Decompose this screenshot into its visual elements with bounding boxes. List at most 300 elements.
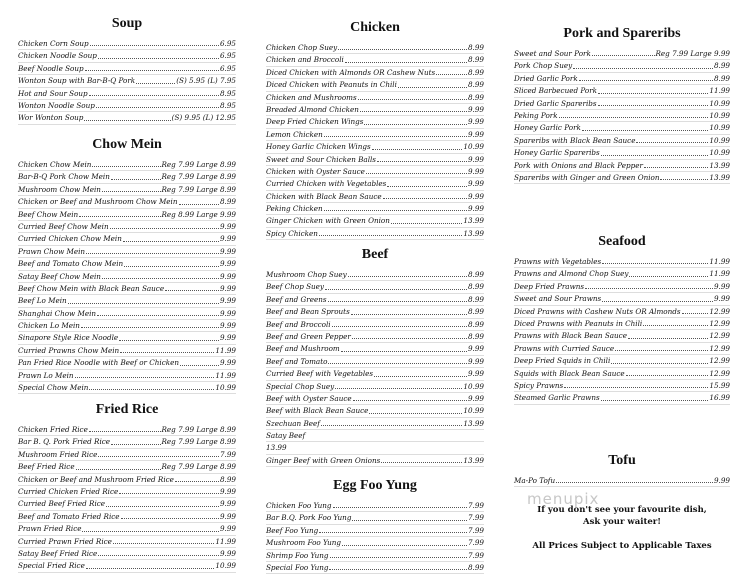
dot-leader (366, 173, 467, 174)
menu-item-price: 15.99 (709, 380, 730, 390)
menu-item-name: Beef and Greens (266, 294, 327, 304)
menu-item-name: Prawns with Vegetables (514, 256, 602, 266)
menu-item-price: 10.99 (463, 406, 484, 416)
section-title: Soup (111, 16, 143, 31)
menu-list (266, 42, 484, 240)
dot-leader (90, 45, 219, 46)
menu-item-price: 9.99 (467, 117, 484, 127)
dot-leader (165, 290, 219, 291)
menu-item (514, 147, 730, 159)
menu-item-price: 8.99 (713, 61, 730, 71)
dot-leader (602, 301, 713, 302)
dot-leader (573, 68, 713, 69)
menu-item-price: Reg 7.99 Large 8.99 (161, 159, 236, 169)
menu-item-price: 8.95 (219, 100, 236, 110)
menu-item-price: 10.99 (709, 123, 730, 133)
menu-item-price: 8.99 (467, 294, 484, 304)
menu-item-price: 9.99 (467, 356, 484, 366)
dot-leader (556, 482, 713, 483)
dot-leader (352, 520, 467, 521)
dot-leader (136, 83, 175, 84)
menu-item-price: 13.99 (463, 418, 484, 428)
menu-item-price: 9.99 (219, 296, 236, 306)
menu-item (18, 221, 236, 233)
dot-leader (579, 80, 713, 81)
menu-item-name: Curried Beef with Vegetables (266, 369, 374, 379)
menu-item-price: 9.99 (467, 369, 484, 379)
menu-item-price: 8.99 (467, 67, 484, 77)
menu-item (514, 60, 730, 72)
menu-item-price: 7.99 (467, 513, 484, 523)
beef-section (266, 245, 484, 467)
dot-leader (180, 365, 219, 366)
menu-item-name: Peking Pork (514, 110, 558, 120)
dot-leader (111, 179, 161, 180)
menu-item (266, 141, 484, 153)
menu-item (18, 474, 236, 486)
menu-item (18, 486, 236, 498)
dot-leader (377, 161, 467, 162)
menu-item (266, 166, 484, 178)
menu-item (266, 455, 484, 467)
menu-item-name: Sweet and Sour Pork (514, 48, 591, 58)
dot-leader (328, 363, 467, 364)
menu-item (266, 319, 484, 331)
dot-leader (98, 555, 219, 556)
menu-item-price: 7.99 (467, 525, 484, 535)
dot-leader (82, 531, 219, 532)
menu-item-name: Mushroom Fried Rice (18, 449, 98, 459)
menu-item (266, 294, 484, 306)
menu-item-name: Beef Fried Rice (18, 462, 75, 472)
menu-item-name: Sinapore Style Rice Noodle (18, 333, 119, 343)
menu-item-price: (S) 9.95 (L) 12.95 (171, 113, 236, 123)
menu-item-price: 9.99 (467, 393, 484, 403)
menu-item-price: 12.99 (709, 368, 730, 378)
menu-item-price: 6.95 (219, 38, 236, 48)
dot-leader (629, 276, 708, 277)
menu-item (266, 203, 484, 215)
menu-item-name: Beef and Broccoli (266, 319, 331, 329)
menu-item (266, 525, 484, 537)
menu-item-price: 12.99 (709, 331, 730, 341)
menu-item-name: Chicken and Mushrooms (266, 92, 357, 102)
dot-leader (374, 376, 467, 377)
menu-item (266, 550, 484, 562)
menu-item-price: 11.99 (215, 370, 236, 380)
menu-item-name: Special Chow Mein (18, 383, 89, 393)
menu-item-price: Reg 8.99 Large 9.99 (161, 209, 236, 219)
menu-item-price: 9.99 (219, 283, 236, 293)
menu-item-price: 11.99 (215, 536, 236, 546)
menu-item (18, 370, 236, 382)
dot-leader (644, 167, 708, 168)
menu-item-name: Chicken or Beef and Mushroom Fried Rice (18, 474, 174, 484)
menu-item-price: Reg 7.99 Large 8.99 (161, 462, 236, 472)
menu-item-price: 8.99 (467, 562, 484, 572)
menu-item-price: 9.99 (219, 234, 236, 244)
menu-item-price: 9.99 (219, 358, 236, 368)
menu-item-price: 13.99 (463, 228, 484, 238)
menu-item (18, 88, 236, 100)
menu-item (266, 393, 484, 405)
dot-leader (341, 351, 467, 352)
egg-foo-yung-section (266, 476, 484, 574)
dot-leader (436, 74, 467, 75)
dot-leader (330, 557, 467, 558)
pork-spareribs-section (514, 24, 730, 184)
menu-item-name: Szechuan Beef (266, 418, 320, 428)
dot-leader (391, 223, 463, 224)
menu-item (514, 306, 730, 318)
menu-item (266, 442, 484, 454)
menu-item (18, 295, 236, 307)
menu-item (18, 461, 236, 473)
dot-leader (564, 387, 708, 388)
menu-item-name: Curried Beef Chow Mein (18, 221, 109, 231)
dot-leader (332, 326, 467, 327)
menu-item (18, 560, 236, 572)
dot-leader (98, 58, 219, 59)
menu-item-name: Diced Prawns with Peanuts in Chili (514, 318, 643, 328)
menu-item (18, 320, 236, 332)
menu-item (18, 196, 236, 208)
menu-item (18, 209, 236, 221)
dot-leader (102, 191, 161, 192)
menu-item (18, 436, 236, 448)
dot-leader (85, 70, 219, 71)
menu-item-price: 9.99 (467, 166, 484, 176)
menu-item-name: Beef with Black Bean Sauce (266, 406, 369, 416)
menu-item (514, 160, 730, 172)
menu-item (514, 380, 730, 392)
menu-item-name: Mushroom Chow Mein (18, 184, 101, 194)
menu-item-name: Chicken or Beef and Mushroom Chow Mein (18, 197, 178, 207)
dot-leader (84, 120, 170, 121)
menu-item-name: Beef Lo Mein (18, 296, 67, 306)
dot-leader (582, 130, 709, 131)
dot-leader (592, 55, 655, 56)
menu-item (266, 42, 484, 54)
menu-item (18, 233, 236, 245)
menu-item-price: 8.99 (467, 42, 484, 52)
dot-leader (123, 241, 219, 242)
dot-leader (358, 99, 467, 100)
menu-item-price: 9.99 (219, 221, 236, 231)
menu-item-name: Special Chop Suey (266, 381, 335, 391)
menu-item-price: 9.99 (219, 486, 236, 496)
menu-item-name: Chicken Foo Yung (266, 500, 332, 510)
note-ask-waiter: Ask your waiter! (582, 517, 662, 527)
menu-item (266, 79, 484, 91)
menu-item-name: Beef Noodle Soup (18, 63, 84, 73)
menu-item-name: Prawns and Almond Chop Suey (514, 269, 629, 279)
menu-item (266, 154, 484, 166)
menu-item (18, 159, 236, 171)
menu-item (18, 246, 236, 258)
menu-item-price: 10.99 (215, 383, 236, 393)
menu-item-name: Ginger Beef with Green Onions (266, 455, 381, 465)
section-title: Beef (361, 247, 389, 262)
menu-item (266, 306, 484, 318)
menu-item-price: 8.95 (219, 88, 236, 98)
menu-item (514, 85, 730, 97)
menu-item-name: Beef and Tomato Chow Mein (18, 259, 124, 269)
menu-item-name: Chicken with Oyster Sauce (266, 166, 365, 176)
menu-list (18, 424, 236, 573)
menu-item-name: Beef Chow Mein (18, 209, 79, 219)
dot-leader (97, 315, 219, 316)
menu-item (18, 271, 236, 283)
dot-leader (333, 507, 467, 508)
dot-leader (559, 117, 709, 118)
dot-leader (179, 204, 219, 205)
menu-item-price: 11.99 (215, 345, 236, 355)
menu-item-price: 8.99 (467, 269, 484, 279)
menu-item-price: 9.99 (219, 321, 236, 331)
menu-item-name: 13.99 (266, 443, 287, 453)
menu-item (514, 73, 730, 85)
menu-item (266, 92, 484, 104)
menu-item (514, 268, 730, 280)
menu-list (514, 256, 730, 405)
menu-item-price: 8.99 (219, 474, 236, 484)
menu-item-name: Ginger Chicken with Green Onion (266, 216, 390, 226)
menu-item-name: Diced Chicken with Peanuts in Chili (266, 80, 397, 90)
dot-leader (89, 389, 214, 390)
menu-item (18, 184, 236, 196)
menu-item-name: Beef and Tomato Fried Rice (18, 511, 120, 521)
menu-item (18, 548, 236, 560)
menu-item (18, 498, 236, 510)
fried-rice-section (18, 400, 236, 573)
menu-item-price: Reg 7.99 Large 9.99 (655, 48, 730, 58)
menu-item (18, 38, 236, 50)
menu-item-price: 9.99 (467, 179, 484, 189)
menu-item (514, 392, 730, 404)
section-title: Pork and Spareribs (563, 26, 681, 41)
section-title: Fried Rice (95, 402, 159, 417)
note-taxes: All Prices Subject to Applicable Taxes (532, 541, 712, 551)
dot-leader (92, 166, 160, 167)
menu-item-price: 9.99 (713, 294, 730, 304)
dot-leader (89, 95, 219, 96)
menu-item (266, 228, 484, 240)
menu-list (266, 269, 484, 467)
dot-leader (111, 444, 160, 445)
menu-item-name: Bar B. Q. Pork Fried Rice (18, 437, 111, 447)
menu-item-name: Sweet and Sour Prawns (514, 294, 602, 304)
dot-leader (119, 493, 219, 494)
menu-item-name: Honey Garlic Chicken Wings (266, 142, 371, 152)
menu-item-price: 8.99 (467, 307, 484, 317)
menu-item (514, 135, 730, 147)
dot-leader (120, 352, 214, 353)
menu-item-name: Beef and Tomato (266, 356, 328, 366)
dot-leader (351, 314, 467, 315)
menu-item-name: Chicken Lo Mein (18, 321, 80, 331)
menu-item-price: 8.99 (219, 197, 236, 207)
menu-item (266, 418, 484, 430)
menu-item (18, 449, 236, 461)
dot-leader (68, 303, 219, 304)
dot-leader (335, 388, 462, 389)
menu-item-price: 9.99 (467, 154, 484, 164)
note-favourite-dish: If you don't see your favourite dish, (537, 505, 707, 515)
menu-item-name: Satay Beef Fried Rice (18, 548, 98, 558)
menu-item (514, 48, 730, 60)
menu-item-name: Satay Beef Chow Mein (18, 271, 101, 281)
menu-item-name: Lemon Chicken (266, 129, 323, 139)
menu-item (266, 356, 484, 368)
menu-item (18, 382, 236, 394)
menu-item-price: Reg 7.99 Large 8.99 (161, 184, 236, 194)
menu-item-name: Wor Wonton Soup (18, 113, 84, 123)
menu-item-price: 9.99 (467, 344, 484, 354)
menu-item-price: 8.99 (467, 55, 484, 65)
menu-item-price: 8.99 (713, 73, 730, 83)
menu-item-price: 9.99 (219, 548, 236, 558)
menu-item-name: Prawns with Curried Sauce (514, 343, 615, 353)
menu-item (266, 512, 484, 524)
menu-item (266, 500, 484, 512)
menu-item-name: Dried Garlic Spareribs (514, 98, 597, 108)
menu-item-name: Spicy Prawns (514, 380, 564, 390)
menu-item-name: Beef Foo Yung (266, 525, 319, 535)
menu-item-name: Diced Chicken with Almonds OR Cashew Nuts (266, 67, 436, 77)
menu-item (514, 343, 730, 355)
dot-leader (383, 198, 467, 199)
menu-item-name: Prawns with Black Bean Sauce (514, 331, 627, 341)
section-title: Seafood (598, 234, 646, 249)
menu-item-name: Pork with Onions and Black Pepper (514, 160, 643, 170)
dot-leader (328, 301, 467, 302)
menu-item-name: Dried Garlic Pork (514, 73, 578, 83)
menu-item-price: 10.99 (709, 135, 730, 145)
dot-leader (352, 338, 467, 339)
dot-leader (602, 263, 708, 264)
menu-item-name: Beef and Green Pepper (266, 331, 351, 341)
menu-item-price: 10.99 (215, 561, 236, 571)
menu-item (266, 104, 484, 116)
menu-item-price: 12.99 (709, 356, 730, 366)
menu-item (266, 405, 484, 417)
menu-item-price: 9.99 (467, 129, 484, 139)
menu-item-price: 13.99 (463, 216, 484, 226)
menu-item-price: 11.99 (709, 86, 730, 96)
dot-leader (636, 142, 708, 143)
menu-item-name: Deep Fried Prawns (514, 281, 585, 291)
menu-item-name: Prawn Chow Mein (18, 246, 86, 256)
menu-item (18, 511, 236, 523)
menu-list (514, 48, 730, 184)
menu-item-price: Reg 7.99 Large 8.99 (161, 424, 236, 434)
dot-leader (615, 350, 708, 351)
menu-item-price: 8.99 (467, 319, 484, 329)
menu-item-name: Ma-Po Tofu (514, 475, 556, 485)
menu-item-price: 9.99 (219, 333, 236, 343)
section-title: Chicken (350, 20, 400, 35)
dot-leader (369, 413, 462, 414)
menu-item-name: Chicken Chop Suey (266, 42, 338, 52)
menu-item-name: Beef and Mushroom (266, 344, 340, 354)
dot-leader (342, 545, 467, 546)
menu-item (18, 332, 236, 344)
menu-item (266, 368, 484, 380)
menu-item-price: 11.99 (709, 256, 730, 266)
menu-item (18, 75, 236, 87)
dot-leader (102, 278, 219, 279)
dot-leader (319, 532, 467, 533)
menu-item-name: Chicken Corn Soup (18, 38, 89, 48)
menu-item-name: Curried Prawns Chow Mein (18, 345, 120, 355)
menu-item-name: Prawn Lo Mein (18, 370, 74, 380)
menu-item-price: (S) 5.95 (L) 7.95 (176, 76, 236, 86)
menu-item-price: 9.99 (219, 271, 236, 281)
menu-item-name: Shanghai Chow Mein (18, 308, 96, 318)
dot-leader (345, 62, 467, 63)
menu-item-price: 10.99 (709, 110, 730, 120)
menu-item (266, 54, 484, 66)
dot-leader (119, 340, 219, 341)
section-title: Tofu (608, 453, 636, 468)
dot-leader (81, 327, 219, 328)
menu-item-name: Wonton Noodle Soup (18, 100, 95, 110)
dot-leader (319, 235, 463, 236)
dot-leader (643, 325, 708, 326)
dot-leader (321, 425, 463, 426)
menu-item (266, 116, 484, 128)
menu-item (514, 172, 730, 184)
menu-item-price: 12.99 (709, 343, 730, 353)
menu-item-price: 9.99 (219, 246, 236, 256)
menu-item-price: 9.99 (467, 204, 484, 214)
menu-item-name: Shrimp Foo Yung (266, 550, 329, 560)
dot-leader (76, 469, 161, 470)
menu-item (266, 343, 484, 355)
dot-leader (598, 93, 708, 94)
menu-item-name: Curried Chicken Fried Rice (18, 486, 119, 496)
menu-item (18, 63, 236, 75)
menu-notes (514, 505, 730, 553)
menu-item-name: Chicken Chow Mein (18, 159, 92, 169)
menu-item-name: Chicken with Black Bean Sauce (266, 191, 382, 201)
dot-leader (325, 289, 467, 290)
menu-item-name: Bar-B-Q Pork Chow Mein (18, 172, 110, 182)
menu-item-name: Special Fried Rice (18, 561, 85, 571)
menu-item-price: 10.99 (709, 98, 730, 108)
menu-item-name: Prawn Fried Rice (18, 524, 82, 534)
menu-item-price: 9.99 (219, 511, 236, 521)
menu-item-price: 10.99 (463, 142, 484, 152)
menu-item-name: Sweet and Sour Chicken Balls (266, 154, 376, 164)
dot-leader (98, 456, 219, 457)
dot-leader (372, 149, 463, 150)
menu-item-price: 7.99 (467, 500, 484, 510)
dot-leader (175, 481, 219, 482)
menu-item (514, 318, 730, 330)
menu-item-name: Hot and Sour Soup (18, 88, 88, 98)
dot-leader (121, 518, 219, 519)
menu-item-price: Reg 7.99 Large 8.99 (161, 172, 236, 182)
dot-leader (348, 276, 467, 277)
menu-item-name: Chicken and Broccoli (266, 55, 344, 65)
menu-item (18, 345, 236, 357)
dot-leader (96, 107, 219, 108)
soup-section (18, 14, 236, 125)
menu-item-name: Honey Garlic Spareribs (514, 148, 600, 158)
menu-item-price: 7.99 (219, 449, 236, 459)
